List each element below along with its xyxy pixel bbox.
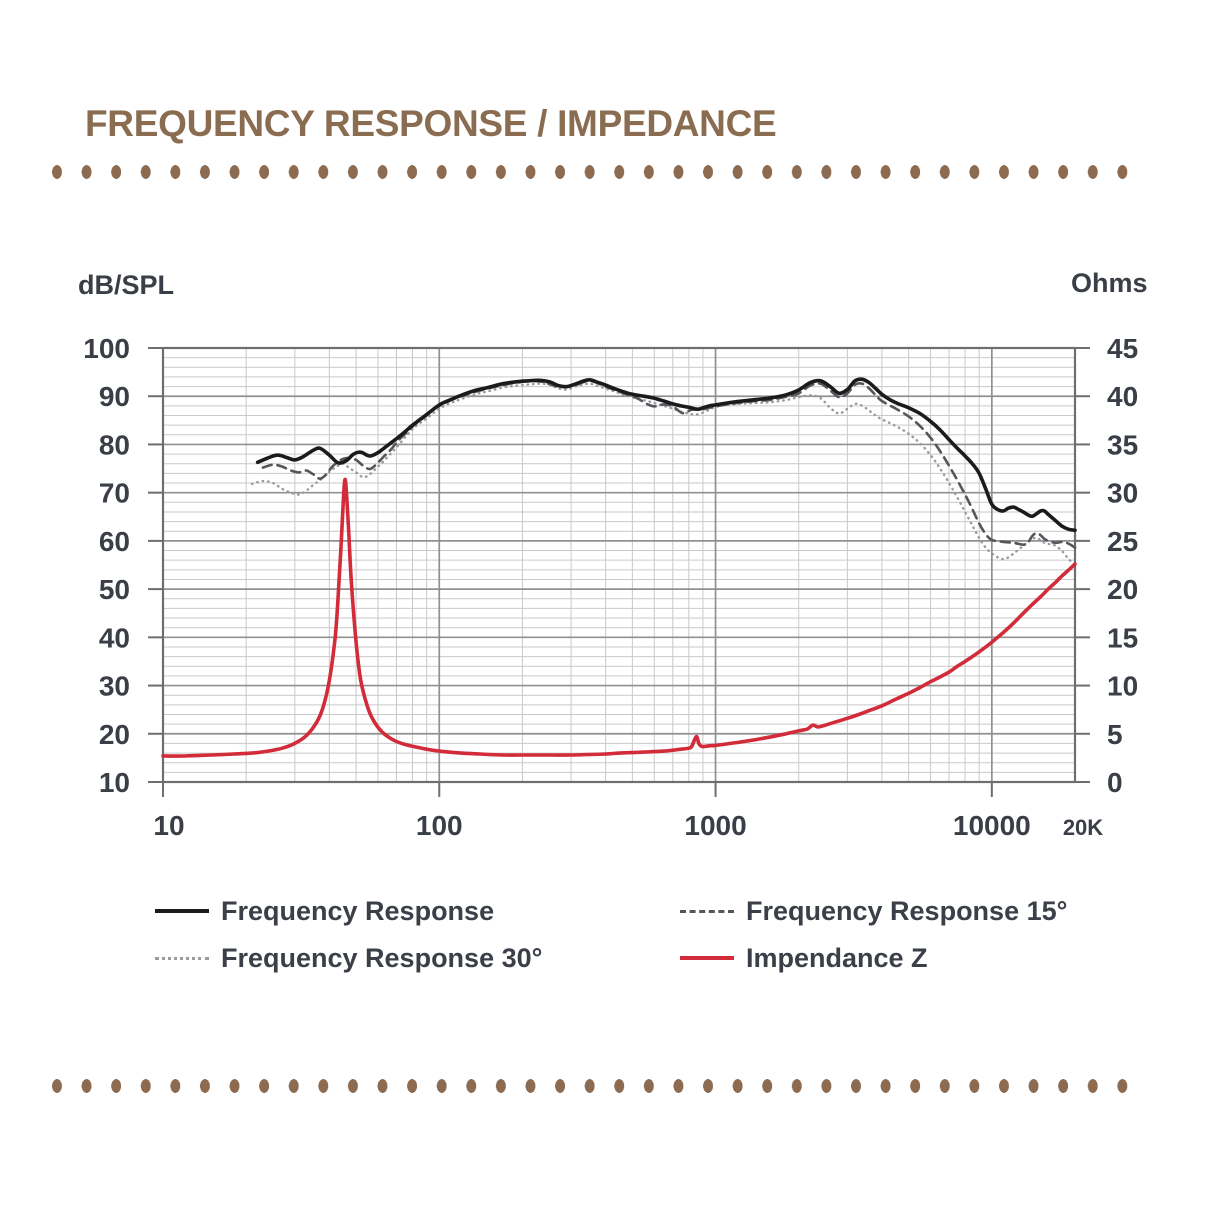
svg-text:100: 100 bbox=[83, 333, 130, 364]
svg-text:70: 70 bbox=[98, 477, 130, 509]
svg-text:80: 80 bbox=[98, 429, 130, 461]
svg-text:90: 90 bbox=[98, 381, 130, 413]
svg-text:45: 45 bbox=[1107, 333, 1139, 364]
svg-text:15: 15 bbox=[1107, 622, 1139, 654]
svg-text:60: 60 bbox=[98, 525, 130, 557]
legend-label-impedance: Impendance Z bbox=[746, 942, 928, 973]
svg-text:0: 0 bbox=[1107, 767, 1123, 798]
svg-text:35: 35 bbox=[1107, 429, 1139, 461]
page-title: FREQUENCY RESPONSE / IMPEDANCE bbox=[85, 103, 777, 144]
svg-text:10: 10 bbox=[1107, 670, 1139, 702]
legend-label-frequency-response: Frequency Response bbox=[221, 895, 495, 926]
svg-text:30: 30 bbox=[1107, 477, 1139, 509]
svg-text:30: 30 bbox=[98, 670, 130, 702]
svg-text:40: 40 bbox=[98, 622, 130, 654]
legend-item-frequency-response-30 bbox=[155, 941, 542, 975]
legend-line-solid-icon bbox=[155, 909, 209, 913]
svg-text:50: 50 bbox=[98, 574, 130, 606]
svg-text:10000: 10000 bbox=[952, 810, 1031, 841]
legend-label-frequency-response-30: Frequency Response 30° bbox=[221, 942, 543, 973]
svg-text:10: 10 bbox=[98, 767, 130, 798]
svg-text:20K: 20K bbox=[1062, 815, 1104, 840]
svg-text:25: 25 bbox=[1107, 525, 1139, 557]
svg-text:40: 40 bbox=[1107, 381, 1139, 413]
svg-text:20: 20 bbox=[1107, 574, 1139, 606]
svg-text:100: 100 bbox=[415, 810, 463, 841]
legend-line-red-icon bbox=[680, 956, 734, 960]
svg-text:1000: 1000 bbox=[684, 810, 747, 841]
legend-item-impedance bbox=[680, 941, 928, 975]
left-axis-unit-label: dB/SPL bbox=[78, 270, 175, 300]
legend-item-frequency-response-15 bbox=[680, 894, 1067, 928]
bottom-dotted-divider bbox=[50, 1077, 1146, 1095]
legend-item-frequency-response bbox=[155, 894, 494, 928]
legend-line-dashed-icon bbox=[680, 910, 734, 913]
svg-text:5: 5 bbox=[1107, 718, 1123, 750]
svg-text:20: 20 bbox=[98, 718, 130, 750]
legend-line-dotted-icon bbox=[155, 957, 209, 960]
right-axis-unit-label: Ohms bbox=[1071, 268, 1148, 298]
legend-label-frequency-response-15: Frequency Response 15° bbox=[746, 895, 1068, 926]
svg-text:10: 10 bbox=[153, 810, 185, 841]
